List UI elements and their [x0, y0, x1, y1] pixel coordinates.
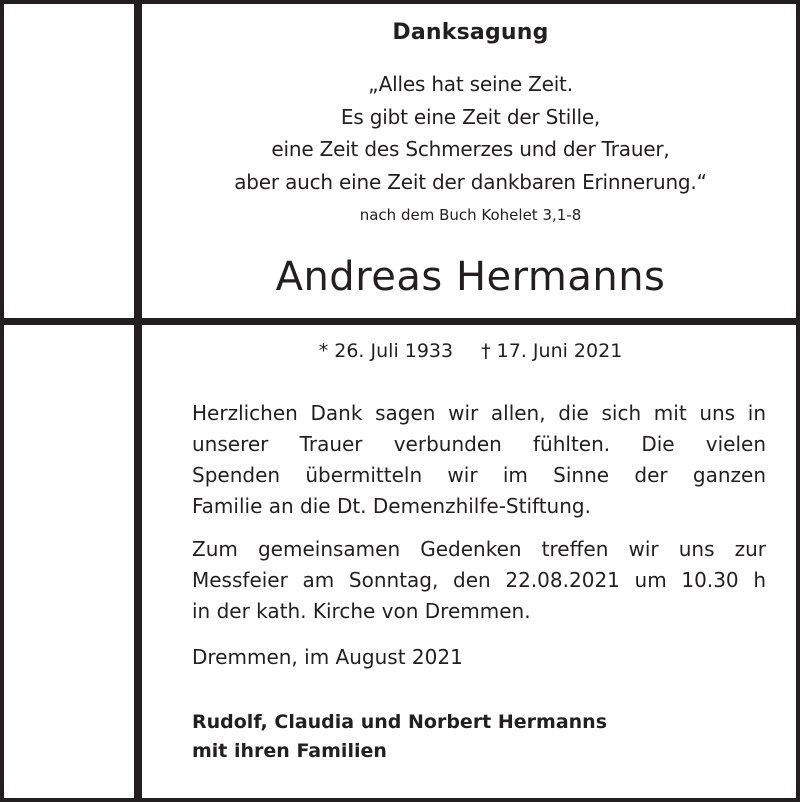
- thanks-line: unserer Trauer verbunden fühlten. Die vielen: [192, 432, 766, 456]
- memorial-line: Messfeier am Sonntag, den 22.08.2021 um 10.30 h: [192, 568, 766, 592]
- place-date: Dremmen, im August 2021: [192, 645, 463, 669]
- birth-date: * 26. Juli 1933: [318, 340, 454, 362]
- left-border: [0, 0, 4, 802]
- death-date: † 17. Juni 2021: [481, 340, 623, 362]
- thanks-line: Spenden übermitteln wir im Sinne der ganzen: [192, 463, 766, 487]
- deceased-name: Andreas Hermanns: [275, 254, 666, 300]
- quote-line: „Alles hat seine Zeit.: [368, 72, 573, 96]
- section-divider: [0, 318, 800, 325]
- quote-source: nach dem Buch Kohelet 3,1-8: [359, 206, 582, 224]
- thanks-line: Familie an die Dt. Demenzhilfe-Stiftung.: [192, 494, 591, 518]
- thanks-paragraph: [192, 398, 766, 522]
- memorial-line: Zum gemeinsamen Gedenken treffen wir uns zur: [192, 537, 766, 561]
- quote: [141, 68, 800, 198]
- life-dates: [141, 340, 800, 362]
- thanks-line: Herzlichen Dank sagen wir allen, die sich mit uns in: [192, 401, 766, 425]
- signature-line: Rudolf, Claudia und Norbert Hermanns: [192, 711, 608, 733]
- quote-line: eine Zeit des Schmerzes und der Trauer,: [271, 137, 670, 161]
- top-border: [0, 0, 800, 4]
- signature: [192, 708, 607, 766]
- memorial-line: in der kath. Kirche von Dremmen.: [192, 599, 531, 623]
- signature-line: mit ihren Familien: [192, 740, 387, 762]
- quote-line: aber auch eine Zeit der dankbaren Erinnerung.“: [234, 169, 707, 194]
- bottom-border: [0, 798, 800, 802]
- heading: Danksagung: [392, 20, 549, 45]
- quote-line: Es gibt eine Zeit der Stille,: [340, 104, 601, 129]
- memorial-paragraph: [192, 534, 766, 627]
